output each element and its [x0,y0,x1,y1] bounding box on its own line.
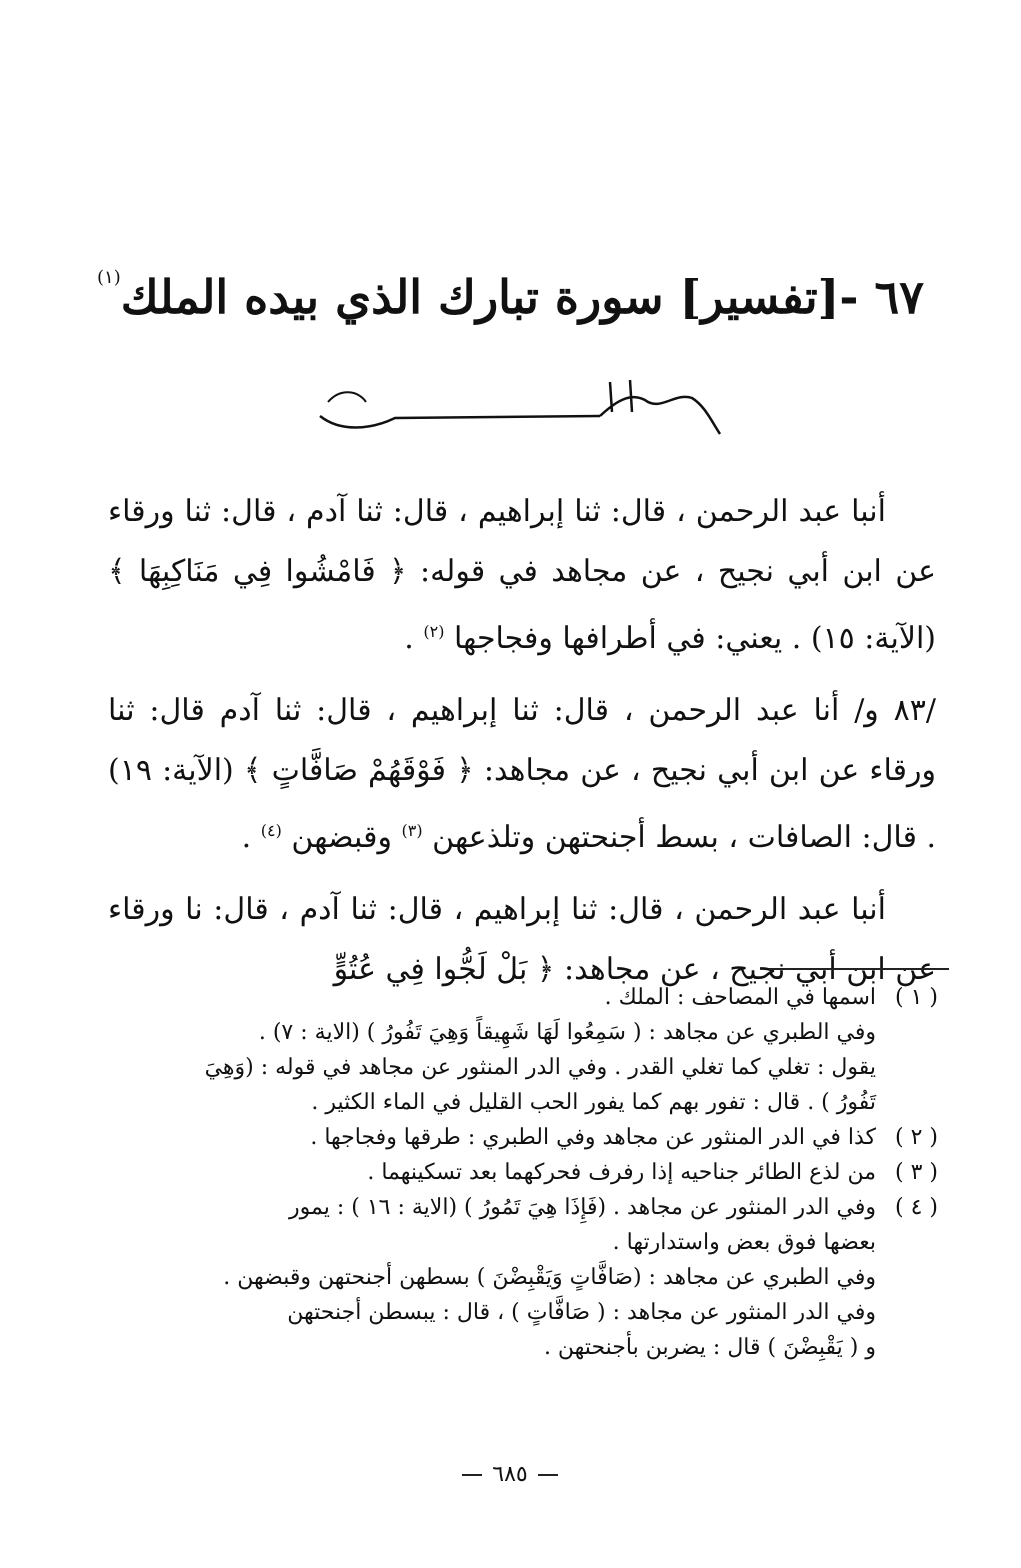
footnote-ref-4: (٤) [260,821,282,840]
footnote-line: من لذع الطائر جناحيه إذا رفرف فحركهما بعد تسكينهما . [367,1160,876,1185]
footnote-4 [108,1190,938,1365]
footnote-divider [769,968,949,970]
footnote-line: وفي الطبري عن مجاهد : ( سَمِعُوا لَهَا شَهِيقاً وَهِيَ تَفُورُ ) (الاية : ٧) . [258,1020,876,1045]
footnote-ref-2: (٢) [423,622,445,641]
footnote-line: كذا في الدر المنثور عن مجاهد وفي الطبري : طرقها وفجاجها . [310,1125,876,1150]
footnote-number: ( ٤ ) [895,1195,938,1220]
dash-right [462,1474,482,1476]
paragraph-2-mid: وقبضهن [291,820,392,855]
page-number: ٦٨٥ [492,1462,528,1487]
surah-title-text: ٦٧ -[تفسير] سورة تبارك الذي بيده الملك [120,270,924,324]
footnote-line: وفي الطبري عن مجاهد : (صَافَّاتٍ وَيَقْبِضْنَ ) بسطهن أجنحتهن وقبضهن . [223,1265,876,1290]
surah-title [90,238,931,337]
footnote-2 [108,1120,938,1155]
paragraph-1 [108,482,936,669]
paragraph-1-end: . [404,621,414,656]
paragraph-2-end: . [241,820,252,855]
footnote-line: وفي الدر المنثور عن مجاهد : ( صَافَّاتٍ ) ، قال : يبسطن أجنحتهن [287,1300,876,1325]
paragraph-3-text: أنبا عبد الرحمن ، قال: ثنا إبراهيم ، قال: ثنا آدم ، قال: نا ورقاء عن ابن أبي نجيح ، عن مجاهد: ﴿ بَلْ لَجُّوا فِي عُتُوٍّ [108,892,936,987]
title-footnote-ref: (١) [97,267,121,288]
footnote-3 [108,1155,938,1190]
footnote-number: ( ٢ ) [895,1125,938,1150]
page-number-footer [360,1455,660,1495]
main-text [108,482,936,1012]
footnote-ref-3: (٣) [401,821,423,840]
footnote-1 [108,980,938,1120]
footnote-line: و ( يَقْبِضْنَ ) قال : يضربن بأجنحتهن . [543,1335,876,1360]
footnote-number: ( ١ ) [895,985,938,1010]
footnote-line: يقول : تغلي كما تغلي القدر . وفي الدر المنثور عن مجاهد في قوله : (وَهِيَ [204,1055,876,1080]
footnote-line: بعضها فوق بعض واستدارتها . [612,1230,876,1255]
dash-left [538,1474,558,1476]
paragraph-2-text: /٨٣ و/ أنا عبد الرحمن ، قال: ثنا إبراهيم ، قال: ثنا آدم قال: ثنا ورقاء عن ابن أبي نجيح ، عن مجاهد: ﴿ فَوْقَهُمْ صَافَّاتٍ ﴾ (الآية: ١٩) . قال: الصافات ، بسط أجنحتهن وتلذعهن [108,693,936,855]
paragraph-1-text: أنبا عبد الرحمن ، قال: ثنا إبراهيم ، قال: ثنا آدم ، قال: ثنا ورقاء عن ابن أبي نجيح ، عن مجاهد في قوله: ﴿ فَامْشُوا فِي مَنَاكِبِهَا ﴾ (الآية: ١٥) . يعني: في أطرافها وفجاجها [108,494,936,656]
footnote-line: تَفُورُ ) . قال : تفور بهم كما يفور الحب القليل في الماء الكثير . [311,1090,876,1115]
footnote-line: اسمها في المصاحف : الملك . [604,985,876,1010]
footnote-line: وفي الدر المنثور عن مجاهد . (فَإِذَا هِيَ تَمُورُ ) (الاية : ١٦ ) : يمور [289,1195,876,1220]
footnote-number: ( ٣ ) [895,1160,938,1185]
paragraph-2 [108,681,936,868]
footnotes [108,980,938,1365]
